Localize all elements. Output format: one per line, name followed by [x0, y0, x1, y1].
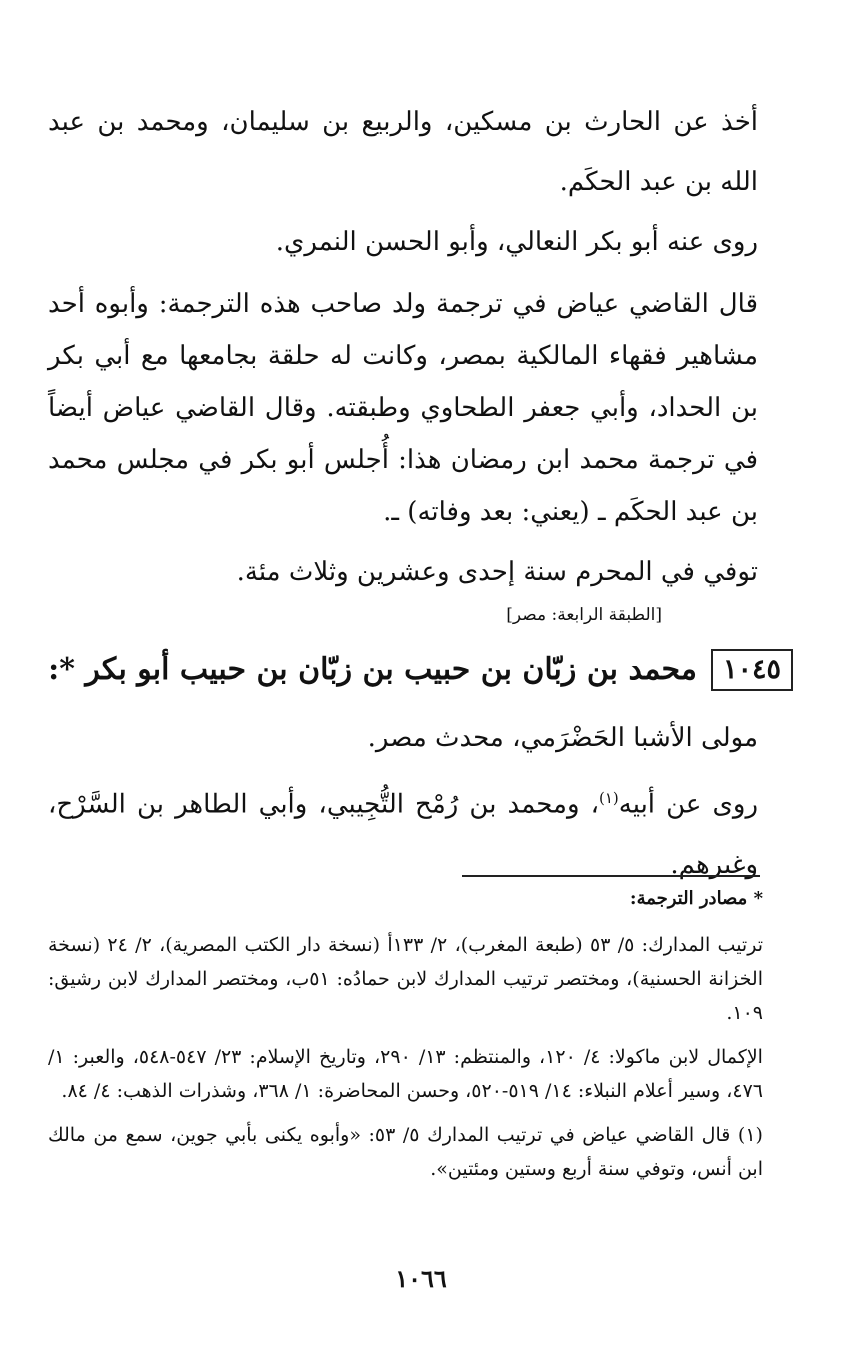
narrated-from-start: روى عن أبيه: [618, 789, 758, 820]
narrated-from-rest: ، ومحمد بن رُمْح التُّجِيبي، وأبي الطاهر بن السَّرْح، وغيرهم.: [48, 789, 758, 880]
client-paragraph: مولى الأشبا الحَضْرَمي، محدث مصر.: [367, 723, 758, 753]
footnote-1: (١) قال القاضي عياض في ترتيب المدارك ٥/ ٥٣: «وأبوه يكنى بأبي جوين، سمع من مالك ابن أنس، وتوفي سنة أربع وستين ومئتين».: [48, 1124, 763, 1180]
top-text-block: [48, 92, 758, 602]
entry-title-text: محمد بن زبّان بن حبيب بن زبّان بن حبيب أبو بكر: [85, 652, 697, 687]
sources-heading: * مصادر الترجمة:: [629, 888, 763, 909]
entry-title: [48, 648, 697, 692]
footnote-ref-1[interactable]: (١): [599, 789, 619, 807]
sources-paragraph-2: الإكمال لابن ماكولا: ٤/ ١٢٠، والمنتظم: ١٣/ ٢٩٠، وتاريخ الإسلام: ٢٣/ ٥٤٧-٥٤٨، والعبر: ١/ ٤٧٦، وسير أعلام النبلاء: ١٤/ ٥١٩-٥٢٠، وحسن المحاضرة: ١/ ٣٦٨، وشذرات الذهب: ٤/ ٨٤.: [48, 1046, 763, 1102]
teachers-paragraph: أخذ عن الحارث بن مسكين، والربيع بن سليمان، ومحمد بن عبد الله بن عبد الحكَم.: [48, 107, 758, 197]
entry-number: ١٠٤٥: [711, 649, 793, 691]
footnote-divider: [462, 875, 760, 877]
entry-source-marker: *:: [48, 652, 75, 687]
death-paragraph: توفي في المحرم سنة إحدى وعشرين وثلاث مئة.: [236, 557, 758, 587]
narrators-paragraph: روى عنه أبو بكر النعالي، وأبو الحسن النمري.: [275, 227, 758, 257]
qadi-iyad-paragraph: قال القاضي عياض في ترجمة ولد صاحب هذه الترجمة: وأبوه أحد مشاهير فقهاء المالكية بمصر، وكانت له حلقة بجامعها مع أبي بكر بن الحداد، وأبي جعفر الطحاوي وطبقته. وقال القاضي عياض أيضاً في ترجمة محمد ابن رمضان هذا: أُجلس أبو بكر في مجلس محمد بن عبد الحكَم ـ (يعني: بعد وفاته) ـ.: [48, 289, 758, 527]
sources-paragraph-1: ترتيب المدارك: ٥/ ٥٣ (طبعة المغرب)، ٢/ ١٣٣أ (نسخة دار الكتب المصرية)، ٢/ ٢٤ (نسخة الخزانة الحسنية)، ومختصر ترتيب المدارك لابن حمادُه: ٥١ب، ومختصر المدارك لابن رشيق: ١٠٩.: [48, 934, 763, 1024]
entry-text-block: [48, 708, 758, 895]
running-head: [الطبقة الرابعة: مصر]: [506, 605, 662, 625]
sources-block: [48, 882, 763, 1186]
page-number: ١٠٦٦: [395, 1264, 447, 1293]
entry-heading: [33, 646, 793, 694]
